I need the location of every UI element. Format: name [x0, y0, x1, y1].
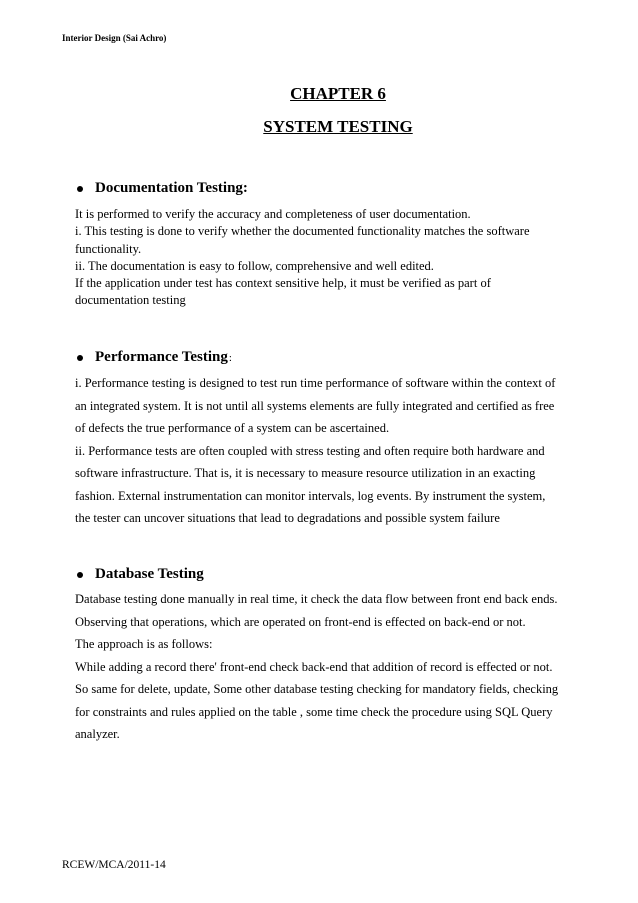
paragraph-line: The approach is as follows:	[75, 637, 213, 651]
chapter-title: SYSTEM TESTING	[263, 117, 413, 136]
paragraph-line: Database testing done manually in real time, it check the data flow between front end back ends.	[75, 592, 558, 606]
section-heading-text: Documentation Testing:	[95, 180, 248, 196]
section-body-database	[75, 588, 585, 746]
section-heading-database	[77, 566, 204, 583]
paragraph-line: While adding a record there' front-end check back-end that addition of record is effected or not.	[75, 659, 553, 674]
bullet-icon	[77, 572, 83, 578]
section-heading-text: Database Testing	[95, 566, 204, 582]
paragraph-line: Observing that operations, which are operated on front-end is effected on back-end or not.	[75, 614, 526, 629]
paragraph-line: It is performed to verify the accuracy and completeness of user documentation.	[75, 207, 471, 221]
paragraph-line: for constraints and rules applied on the table , some time check the procedure using SQL Query	[75, 704, 553, 719]
paragraph-line: analyzer.	[75, 727, 120, 741]
paragraph-line: an integrated system. It is not until all systems elements are fully integrated and certified as free	[75, 398, 555, 413]
paragraph-line: If the application under test has context sensitive help, it must be verified as part of	[75, 276, 491, 291]
paragraph-line: ii. Performance tests are often coupled with stress testing and often require both hardware and	[75, 443, 545, 458]
paragraph-line: So same for delete, update, Some other database testing checking for mandatory fields, checking	[75, 682, 559, 696]
section-heading-suffix: :	[228, 351, 232, 364]
section-heading-text: Performance Testing	[95, 349, 228, 365]
bullet-icon	[77, 355, 83, 361]
paragraph-line: functionality.	[75, 241, 142, 256]
bullet-icon	[77, 186, 83, 192]
section-body-documentation	[75, 206, 585, 310]
section-heading-performance	[77, 349, 232, 366]
paragraph-line: i. This testing is done to verify whether the documented functionality matches the software	[75, 224, 530, 239]
section-body-performance	[75, 372, 585, 530]
paragraph-line: documentation testing	[75, 293, 186, 308]
section-heading-documentation	[77, 180, 248, 197]
page-footer: RCEW/MCA/2011-14	[62, 859, 166, 871]
paragraph-line: of defects the true performance of a system can be ascertained.	[75, 421, 390, 435]
paragraph-line: ii. The documentation is easy to follow, comprehensive and well edited.	[75, 258, 434, 273]
paragraph-line: the tester can uncover situations that lead to degradations and possible system failure	[75, 511, 500, 525]
page-header: Interior Design (Sai Achro)	[62, 33, 167, 43]
paragraph-line: i. Performance testing is designed to test run time performance of software within the context of	[75, 376, 556, 390]
chapter-number: CHAPTER 6	[290, 84, 386, 103]
paragraph-line: software infrastructure. That is, it is necessary to measure resource utilization in an exacting	[75, 466, 536, 480]
paragraph-line: fashion. External instrumentation can monitor intervals, log events. By instrument the system,	[75, 488, 546, 503]
